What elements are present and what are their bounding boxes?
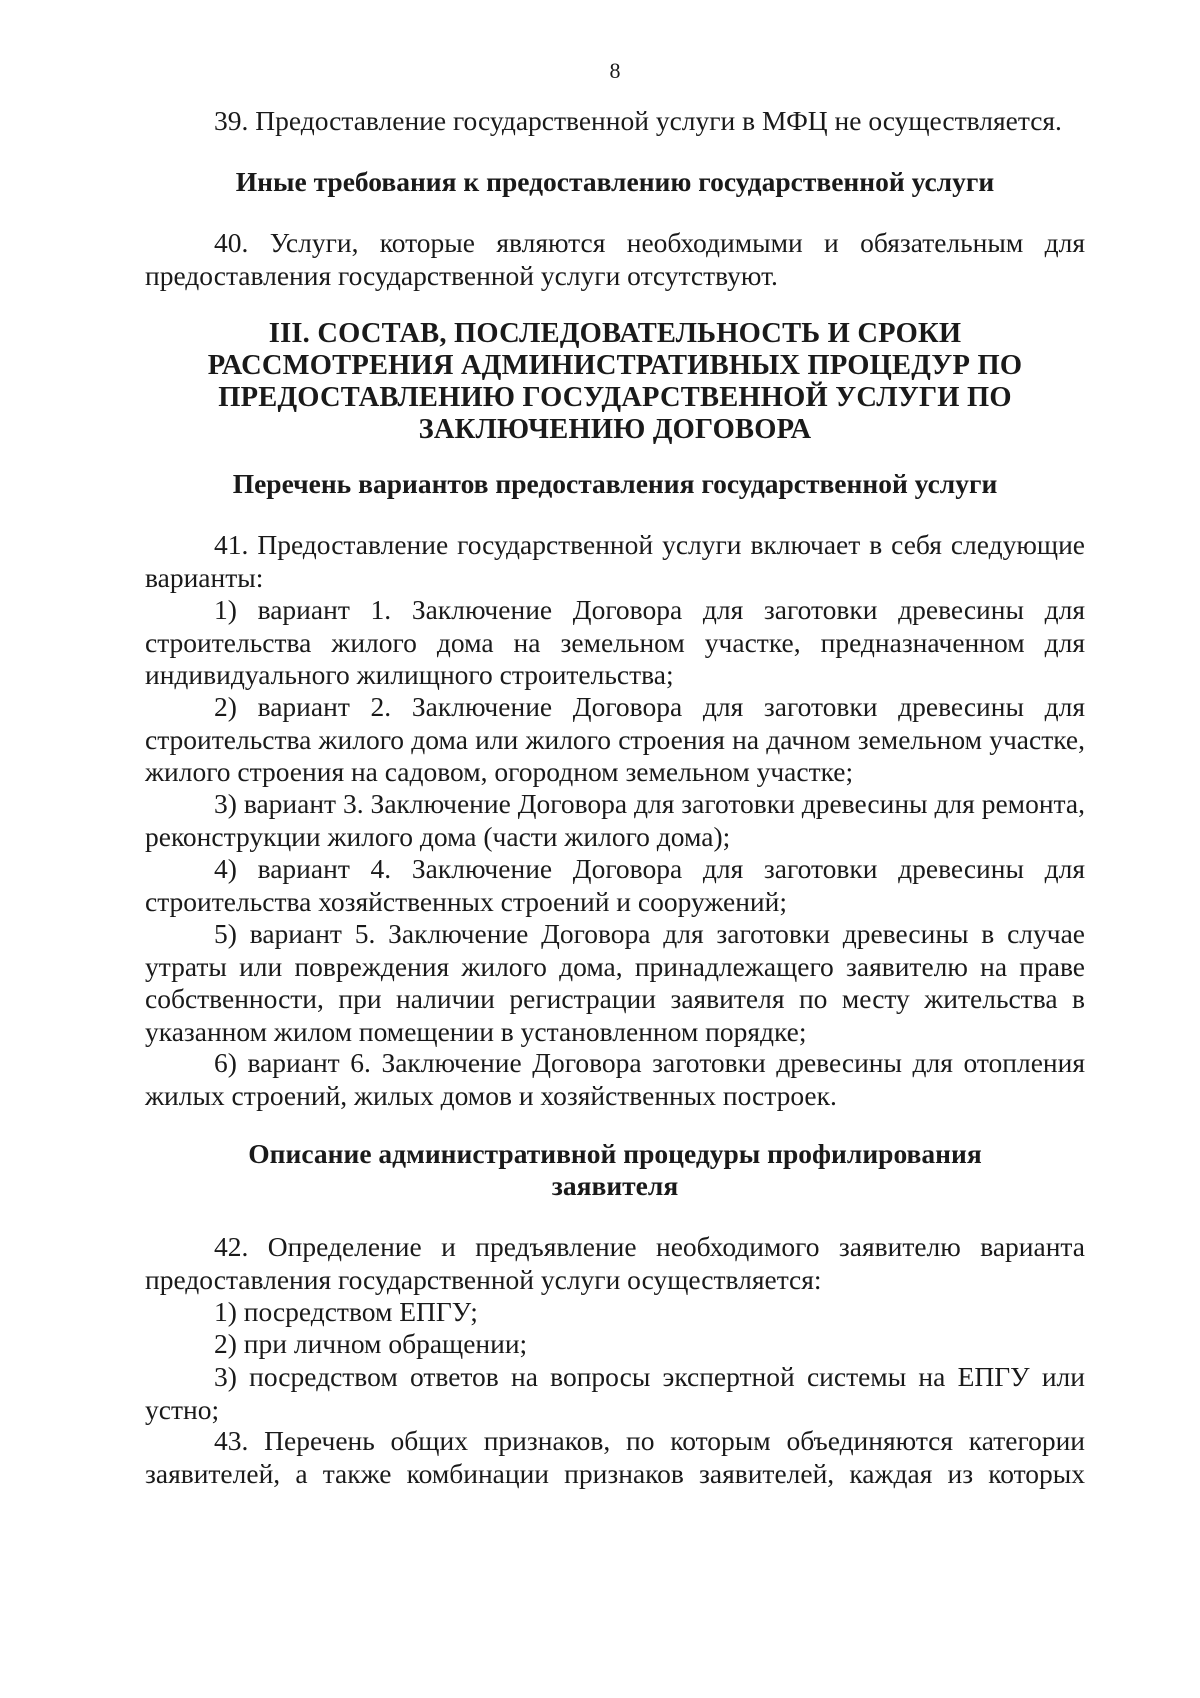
- variant-item: 4) вариант 4. Заключение Договора для заготовки древесины для строительства хозяйственных строений и сооружений;: [145, 853, 1085, 917]
- variant-item: 3) вариант 3. Заключение Договора для заготовки древесины для ремонта, реконструкции жилого дома (части жилого дома);: [145, 788, 1085, 852]
- paragraph-41: 41. Предоставление государственной услуги включает в себя следующие варианты:: [145, 529, 1085, 593]
- paragraph-42-item: 1) посредством ЕПГУ;: [214, 1296, 478, 1327]
- section-3-heading-line: ПРЕДОСТАВЛЕНИЮ ГОСУДАРСТВЕННОЙ УСЛУГИ ПО: [218, 382, 1012, 413]
- paragraph-43: 43. Перечень общих признаков, по которым объединяются категории заявителей, а также комбинации признаков заявителей, каждая из которых: [145, 1425, 1085, 1489]
- paragraph-39: 39. Предоставление государственной услуги в МФЦ не осуществляется.: [214, 105, 1062, 136]
- paragraph-42-item: 2) при личном обращении;: [214, 1328, 528, 1359]
- heading-profiling-line: Описание административной процедуры профилирования: [248, 1138, 982, 1169]
- variant-item: 5) вариант 5. Заключение Договора для заготовки древесины в случае утраты или повреждения жилого дома, принадлежащего заявителю на праве собственности, при наличии регистрации заявителя по месту жительства в указанном жилом помещении в установленном порядке;: [145, 918, 1085, 1047]
- variant-item: 1) вариант 1. Заключение Договора для заготовки древесины для строительства жилого дома на земельном участке, предназначенном для индивидуального жилищного строительства;: [145, 594, 1085, 690]
- paragraph-42-item: 3) посредством ответов на вопросы экспертной системы на ЕПГУ или устно;: [145, 1361, 1085, 1425]
- heading-profiling-line: заявителя: [551, 1170, 679, 1201]
- variant-item: 6) вариант 6. Заключение Договора заготовки древесины для отопления жилых строений, жилых домов и хозяйственных построек.: [145, 1047, 1085, 1111]
- variant-item: 2) вариант 2. Заключение Договора для заготовки древесины для строительства жилого дома или жилого строения на дачном земельном участке, жилого строения на садовом, огородном земельном участке;: [145, 691, 1085, 787]
- heading-other-requirements: Иные требования к предоставлению государственной услуги: [235, 166, 995, 197]
- section-3-heading-line: РАССМОТРЕНИЯ АДМИНИСТРАТИВНЫХ ПРОЦЕДУР ПО: [207, 350, 1023, 381]
- section-3-heading-line: ЗАКЛЮЧЕНИЮ ДОГОВОРА: [418, 414, 812, 445]
- page-number: 8: [609, 58, 621, 83]
- section-3-heading-line: III. СОСТАВ, ПОСЛЕДОВАТЕЛЬНОСТЬ И СРОКИ: [268, 318, 962, 349]
- heading-variants-list: Перечень вариантов предоставления государственной услуги: [232, 468, 998, 499]
- paragraph-40: 40. Услуги, которые являются необходимыми и обязательным для предоставления государственной услуги отсутствуют.: [145, 227, 1085, 291]
- paragraph-42: 42. Определение и предъявление необходимого заявителю варианта предоставления государственной услуги осуществляется:: [145, 1231, 1085, 1295]
